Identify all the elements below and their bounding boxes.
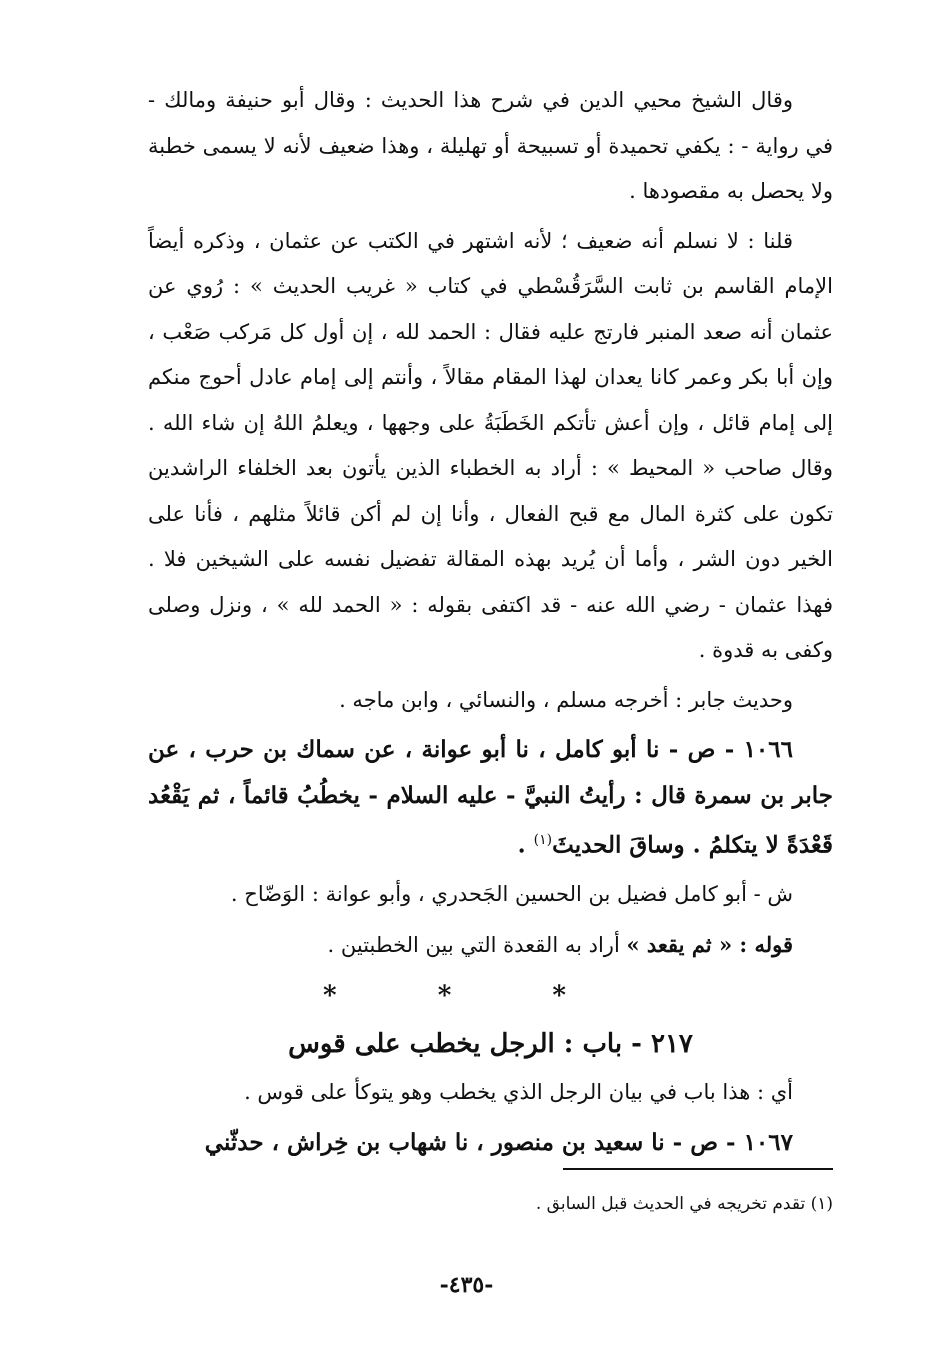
hadith-1066-end: . [517, 831, 534, 859]
paragraph-1: وقال الشيخ محيي الدين في شرح هذا الحديث : وقال أبو حنيفة ومالك - في رواية - : يكفي تحميدة أو تسبيحة أو تهليلة ، وهذا ضعيف لأنه لا يسمى خطبة ولا يحصل به مقصودها . [148, 88, 833, 203]
hadith-1066 [148, 727, 833, 868]
section-separator: * * * [323, 981, 612, 1012]
commentary-2 [148, 922, 833, 969]
paragraph-2: قلنا : لا نسلم أنه ضعيف ؛ لأنه اشتهر في الكتب عن عثمان ، وذكره أيضاً الإمام القاسم بن ثابت السَّرَقُسْطي في كتاب « غريب الحديث » : رُوي عن عثمان أنه صعد المنبر فارتج عليه فقال : الحمد لله ، إن أول كل مَركب صَعْب ، وإن أبا بكر وعمر كانا يعدان لهذا المقام مقالاً ، وأنتم إلى إمام عادل أحوج منكم إلى إمام قائل ، وإن أعش تأتكم الخَطَبَةُ على وجهها ، ويعلمُ اللهُ إن شاء الله . وقال صاحب « المحيط » : أراد به الخطباء الذين يأتون بعد الخلفاء الراشدين تكون على كثرة المال مع قبح الفعال ، وأنا إن لم أكن قائلاً مثلهم ، فأنا على الخير دون الشر ، وأما أن يُريد بهذه المقالة تفضيل نفسه على الشيخين فلا . فهذا عثمان - رضي الله عنه - قد اكتفى بقوله : « الحمد لله » ، ونزل وصلى وكفى به قدوة . [148, 228, 833, 662]
commentary-2-lead: قوله : « ثم يقعد » [626, 931, 793, 957]
page-number: -٤٣٥- [439, 1272, 494, 1298]
chapter-title: ٢١٧ - باب : الرجل يخطب على قوس [288, 1029, 693, 1060]
footnote-divider [563, 1168, 833, 1170]
footnote: (١) تقدم تخريجه في الحديث قبل السابق . [535, 1194, 833, 1214]
commentary-2-text: أراد به القعدة التي بين الخطبتين . [327, 932, 627, 957]
chapter-intro: أي : هذا باب في بيان الرجل الذي يخطب وهو يتوكأ على قوس . [244, 1080, 793, 1105]
footnote-ref: (١) [533, 832, 553, 848]
hadith-1067: ١٠٦٧ - ص - نا سعيد بن منصور ، نا شهاب بن خِراش ، حدثّني [204, 1128, 793, 1156]
paragraph-3: وحديث جابر : أخرجه مسلم ، والنسائي ، وابن ماجه . [339, 687, 793, 712]
commentary-1: ش - أبو كامل فضيل بن الحسين الجَحدري ، وأبو عوانة : الوَضّاح . [230, 882, 793, 907]
hadith-1066-text: ١٠٦٦ - ص - نا أبو كامل ، نا أبو عوانة ، عن سماك بن حرب ، عن جابر بن سمرة قال : رأيتُ النبيَّ - عليه السلام - يخطُبُ قائماً ، ثم يَقْعُد قَعْدَةً لا يتكلمُ . وساقَ الحديثَ [148, 736, 833, 859]
